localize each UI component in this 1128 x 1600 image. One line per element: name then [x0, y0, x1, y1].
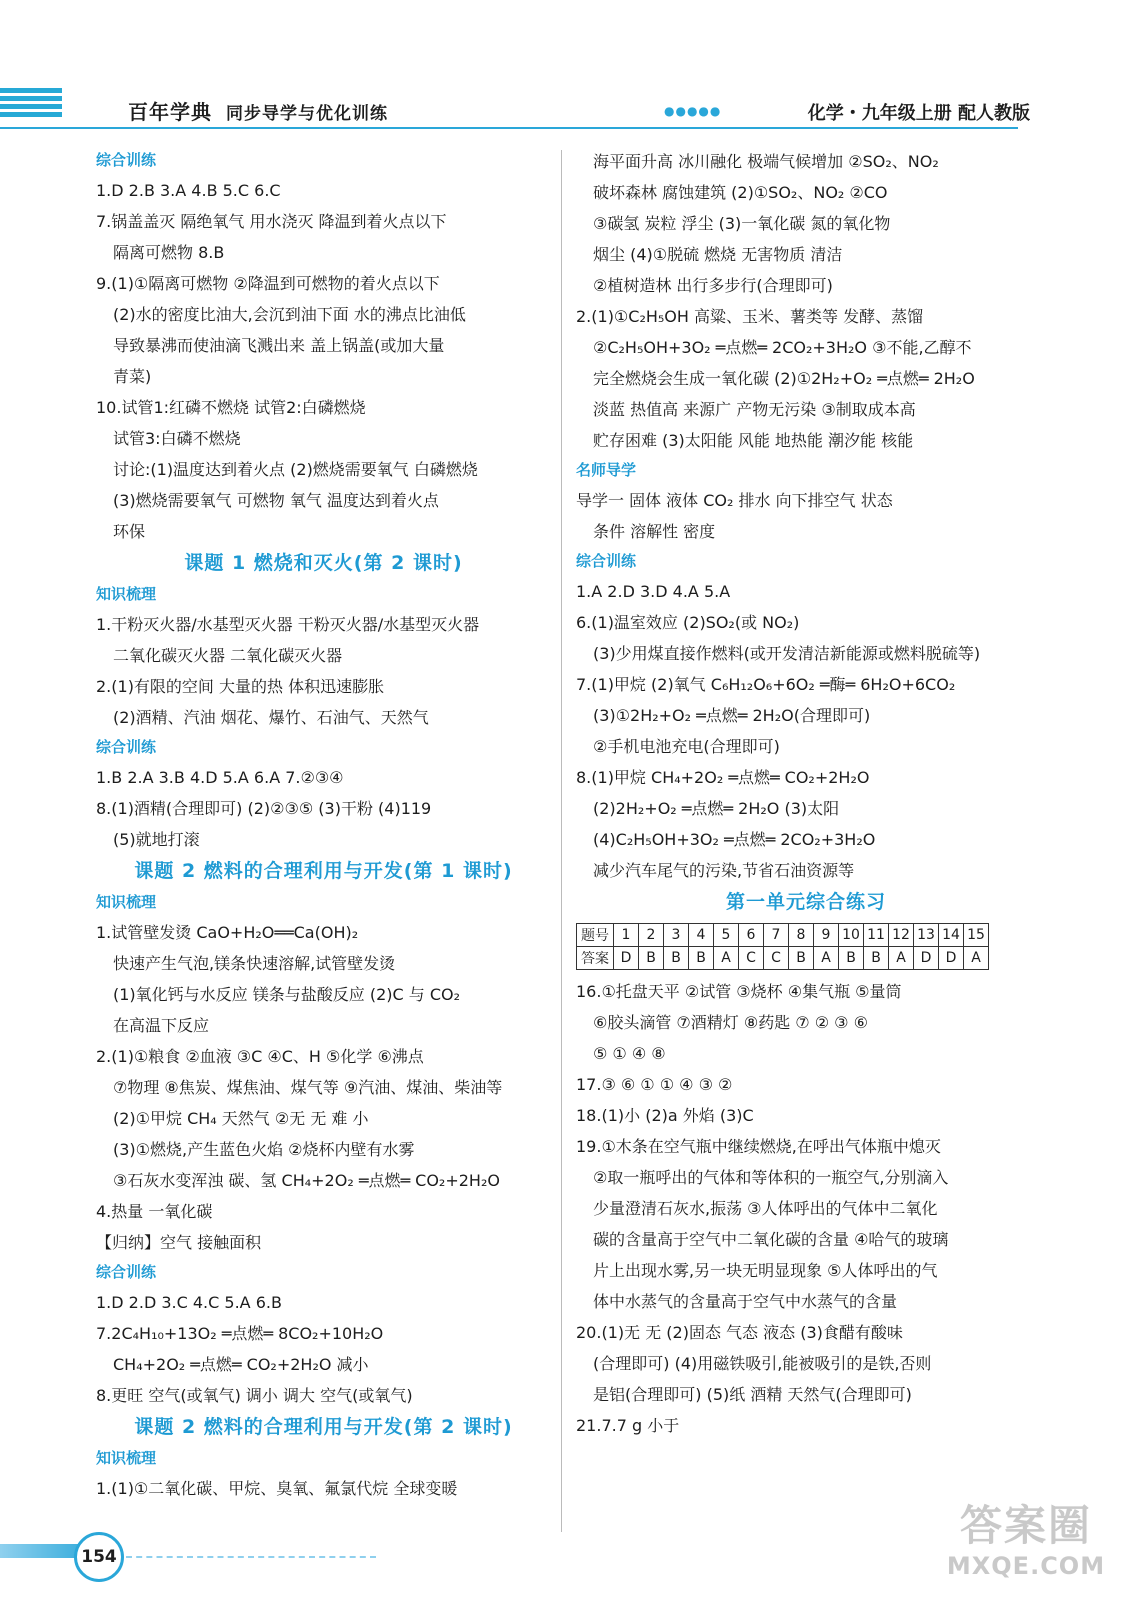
answer-line: ⑤ ① ④ ⑧ — [593, 1044, 666, 1063]
question-number-cell: 10 — [839, 924, 864, 947]
answer-line: 快速产生气泡,镁条快速溶解,试管壁发烫 — [113, 954, 396, 973]
answer-line: 2.(1)①C₂H₅OH 高粱、玉米、薯类等 发酵、蒸馏 — [576, 307, 924, 326]
answer-cell: B — [839, 947, 864, 970]
watermark-text: 答案圈 — [959, 1501, 1092, 1550]
answer-line: 7.(1)甲烷 (2)氧气 C₆H₁₂O₆+6O₂ ═酶═ 6H₂O+6CO₂ — [576, 675, 956, 694]
table-row — [577, 947, 989, 970]
question-number-cell: 2 — [639, 924, 664, 947]
question-number-cell: 3 — [664, 924, 689, 947]
answer-line: 9.(1)①隔离可燃物 ②降温到可燃物的着火点以下 — [96, 274, 440, 293]
answer-line: (3)燃烧需要氧气 可燃物 氧气 温度达到着火点 — [113, 491, 439, 510]
answer-line: 8.更旺 空气(或氧气) 调小 调大 空气(或氧气) — [96, 1386, 413, 1405]
answer-line: (1)氧化钙与水反应 镁条与盐酸反应 (2)C 与 CO₂ — [113, 985, 461, 1004]
answer-line: 在高温下反应 — [113, 1016, 210, 1035]
header-dots: ●●●●● — [664, 104, 722, 118]
answer-line: (2)①甲烷 CH₄ 天然气 ②无 无 难 小 — [113, 1109, 369, 1128]
lesson-title: 第一单元综合练习 — [725, 891, 886, 913]
question-number-cell: 7 — [764, 924, 789, 947]
section-label: 名师导学 — [576, 461, 637, 479]
answer-line: 讨论:(1)温度达到着火点 (2)燃烧需要氧气 白磷燃烧 — [113, 460, 478, 479]
answer-line: 8.(1)甲烷 CH₄+2O₂ ═点燃═ CO₂+2H₂O — [576, 768, 870, 787]
answer-line: 片上出现水雾,另一块无明显现象 ⑤人体呼出的气 — [593, 1261, 938, 1280]
page-footer — [0, 1524, 420, 1574]
answer-line: ②C₂H₅OH+3O₂ ═点燃═ 2CO₂+3H₂O ③不能,乙醇不 — [593, 338, 972, 357]
answer-line: 7.锅盖盖灭 隔绝氧气 用水浇灭 降温到着火点以下 — [96, 212, 447, 231]
answer-line: 2.(1)①粮食 ②血液 ③C ④C、H ⑤化学 ⑥沸点 — [96, 1047, 424, 1066]
answer-line: 试管3:白磷不燃烧 — [113, 429, 241, 448]
answer-line: 17.③ ⑥ ① ① ④ ③ ② — [576, 1075, 733, 1094]
lesson-title: 课题 1 燃烧和灭火(第 2 课时) — [184, 552, 463, 574]
answer-line: (3)①2H₂+O₂ ═点燃═ 2H₂O(合理即可) — [593, 706, 871, 725]
left-column — [96, 146, 551, 1504]
answer-line: 1.试管壁发烫 CaO+H₂O══Ca(OH)₂ — [96, 923, 359, 942]
header-title — [128, 96, 388, 125]
question-number-cell: 4 — [689, 924, 714, 947]
question-number-cell: 14 — [939, 924, 964, 947]
answer-line: 减少汽车尾气的污染,节省石油资源等 — [593, 861, 855, 880]
page-number: 154 — [74, 1532, 124, 1582]
answer-line: ③石灰水变浑浊 碳、氢 CH₄+2O₂ ═点燃═ CO₂+2H₂O — [113, 1171, 500, 1190]
answer-cell: A — [814, 947, 839, 970]
series-name: 同步导学与优化训练 — [226, 104, 388, 124]
column-divider — [561, 150, 562, 1532]
section-label: 综合训练 — [96, 1263, 157, 1281]
answer-line: 烟尘 (4)①脱硫 燃烧 无害物质 清洁 — [593, 245, 843, 264]
answer-line: 2.(1)有限的空间 大量的热 体积迅速膨胀 — [96, 677, 385, 696]
watermark-logo — [936, 1500, 1116, 1592]
answer-cell: A — [714, 947, 739, 970]
answer-cell: A — [889, 947, 914, 970]
answer-line: 破坏森林 腐蚀建筑 (2)①SO₂、NO₂ ②CO — [593, 183, 888, 202]
section-label: 知识梳理 — [96, 1449, 157, 1467]
answer-line: CH₄+2O₂ ═点燃═ CO₂+2H₂O 减小 — [113, 1355, 369, 1374]
answer-line: 【归纳】空气 接触面积 — [96, 1233, 262, 1252]
footer-dashed-rule — [126, 1556, 376, 1558]
answer-line: ⑦物理 ⑧焦炭、煤焦油、煤气等 ⑨汽油、煤油、柴油等 — [113, 1078, 503, 1097]
answer-line: 贮存困难 (3)太阳能 风能 地热能 潮汐能 核能 — [593, 431, 914, 450]
lesson-title: 课题 2 燃料的合理利用与开发(第 2 课时) — [134, 1416, 513, 1438]
section-label: 综合训练 — [576, 552, 637, 570]
answer-line: 18.(1)小 (2)a 外焰 (3)C — [576, 1106, 754, 1125]
answer-line: 体中水蒸气的含量高于空气中水蒸气的含量 — [593, 1292, 898, 1311]
answer-line: 1.D 2.B 3.A 4.B 5.C 6.C — [96, 181, 281, 200]
answer-cell: D — [939, 947, 964, 970]
answer-line: (2)水的密度比油大,会沉到油下面 水的沸点比油低 — [113, 305, 466, 324]
question-number-cell: 12 — [889, 924, 914, 947]
question-number-cell: 15 — [964, 924, 989, 947]
table-header-cell: 题号 — [577, 924, 614, 947]
question-number-cell: 5 — [714, 924, 739, 947]
answer-line: ⑥胶头滴管 ⑦酒精灯 ⑧药匙 ⑦ ② ③ ⑥ — [593, 1013, 868, 1032]
answer-line: 10.试管1:红磷不燃烧 试管2:白磷燃烧 — [96, 398, 366, 417]
answer-line: 7.2C₄H₁₀+13O₂ ═点燃═ 8CO₂+10H₂O — [96, 1324, 384, 1343]
section-label: 知识梳理 — [96, 893, 157, 911]
answer-cell: D — [614, 947, 639, 970]
answer-cell: B — [664, 947, 689, 970]
answer-line: 8.(1)酒精(合理即可) (2)②③⑤ (3)干粉 (4)119 — [96, 799, 432, 818]
answer-line: ②手机电池充电(合理即可) — [593, 737, 780, 756]
answer-line: (4)C₂H₅OH+3O₂ ═点燃═ 2CO₂+3H₂O — [593, 830, 876, 849]
answer-line: 16.①托盘天平 ②试管 ③烧杯 ④集气瓶 ⑤量筒 — [576, 982, 902, 1001]
answer-cell: C — [764, 947, 789, 970]
answer-line: (2)2H₂+O₂ ═点燃═ 2H₂O (3)太阳 — [593, 799, 840, 818]
answer-line: 4.热量 一氧化碳 — [96, 1202, 213, 1221]
answer-line: 青菜) — [113, 367, 152, 386]
answer-cell: C — [739, 947, 764, 970]
answer-line: (3)①燃烧,产生蓝色火焰 ②烧杯内壁有水雾 — [113, 1140, 415, 1159]
answer-line: 碳的含量高于空气中二氧化碳的含量 ④哈气的玻璃 — [593, 1230, 949, 1249]
question-number-cell: 6 — [739, 924, 764, 947]
header-decoration — [0, 88, 62, 128]
table-header-cell: 答案 — [577, 947, 614, 970]
table-row — [577, 924, 989, 947]
answer-line: (5)就地打滚 — [113, 830, 200, 849]
answer-table — [576, 923, 989, 970]
answer-line: 完全燃烧会生成一氧化碳 (2)①2H₂+O₂ ═点燃═ 2H₂O — [593, 369, 975, 388]
section-label: 综合训练 — [96, 151, 157, 169]
section-label: 综合训练 — [96, 738, 157, 756]
question-number-cell: 1 — [614, 924, 639, 947]
answer-line: 21.7.7 g 小于 — [576, 1416, 680, 1435]
answer-line: 1.(1)①二氧化碳、甲烷、臭氧、氟氯代烷 全球变暖 — [96, 1479, 458, 1498]
brand-name: 百年学典 — [128, 100, 212, 124]
answer-line: 1.A 2.D 3.D 4.A 5.A — [576, 582, 731, 601]
answer-line: 20.(1)无 无 (2)固态 气态 液态 (3)食醋有酸味 — [576, 1323, 903, 1342]
question-number-cell: 9 — [814, 924, 839, 947]
lesson-title: 课题 2 燃料的合理利用与开发(第 1 课时) — [134, 860, 513, 882]
answer-line: (2)酒精、汽油 烟花、爆竹、石油气、天然气 — [113, 708, 429, 727]
answer-line: ③碳氢 炭粒 浮尘 (3)一氧化碳 氮的氧化物 — [593, 214, 891, 233]
answer-line: 1.D 2.D 3.C 4.C 5.A 6.B — [96, 1293, 282, 1312]
answer-line: (3)少用煤直接作燃料(或开发清洁新能源或燃料脱硫等) — [593, 644, 981, 663]
header-rule — [0, 127, 1018, 129]
answer-line: 淡蓝 热值高 来源广 产物无污染 ③制取成本高 — [593, 400, 916, 419]
answer-line: 导学一 固体 液体 CO₂ 排水 向下排空气 状态 — [576, 491, 893, 510]
question-number-cell: 13 — [914, 924, 939, 947]
answer-line: 二氧化碳灭火器 二氧化碳灭火器 — [113, 646, 343, 665]
answer-cell: B — [864, 947, 889, 970]
answer-line: 导致暴沸而使油滴飞溅出来 盖上锅盖(或加大量 — [113, 336, 445, 355]
question-number-cell: 8 — [789, 924, 814, 947]
answer-line: 19.①木条在空气瓶中继续燃烧,在呼出气体瓶中熄灭 — [576, 1137, 941, 1156]
answer-line: ②取一瓶呼出的气体和等体积的一瓶空气,分别滴入 — [593, 1168, 949, 1187]
answer-line: ②植树造林 出行多步行(合理即可) — [593, 276, 833, 295]
answer-line: (合理即可) (4)用磁铁吸引,能被吸引的是铁,否则 — [593, 1354, 932, 1373]
watermark-url: MXQE.COM — [946, 1552, 1106, 1580]
answer-cell: D — [914, 947, 939, 970]
answer-line: 1.B 2.A 3.B 4.D 5.A 6.A 7.②③④ — [96, 768, 344, 787]
answer-line: 1.干粉灭火器/水基型灭火器 干粉灭火器/水基型灭火器 — [96, 615, 480, 634]
right-column — [576, 146, 1036, 1441]
answer-line: 条件 溶解性 密度 — [593, 522, 716, 541]
answer-cell: B — [789, 947, 814, 970]
answer-cell: A — [964, 947, 989, 970]
answer-line: 是铝(合理即可) (5)纸 酒精 天然气(合理即可) — [593, 1385, 912, 1404]
answer-line: 少量澄清石灰水,振荡 ③人体呼出的气体中二氧化 — [593, 1199, 938, 1218]
answer-cell: B — [689, 947, 714, 970]
answer-cell: B — [639, 947, 664, 970]
answer-line: 隔离可燃物 8.B — [113, 243, 225, 262]
answer-line: 环保 — [113, 522, 146, 541]
question-number-cell: 11 — [864, 924, 889, 947]
section-label: 知识梳理 — [96, 585, 157, 603]
answer-line: 6.(1)温室效应 (2)SO₂(或 NO₂) — [576, 613, 800, 632]
subject-label: 化学・九年级上册 配人教版 — [807, 103, 1030, 124]
answer-line: 海平面升高 冰川融化 极端气候增加 ②SO₂、NO₂ — [593, 152, 939, 171]
